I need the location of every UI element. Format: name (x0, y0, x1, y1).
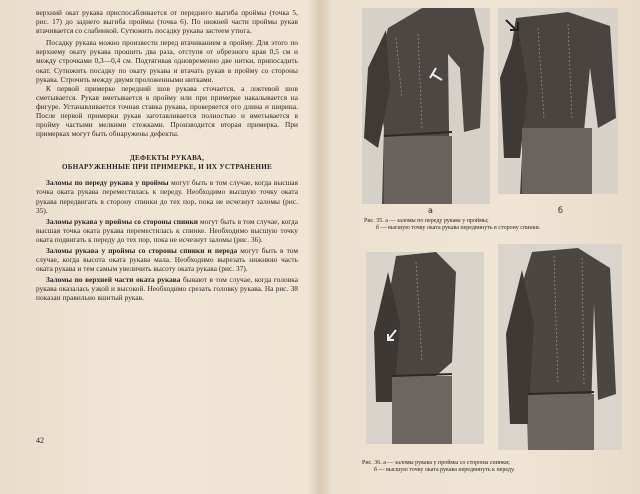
defect-item (36, 178, 298, 214)
page-number: 42 (36, 436, 44, 445)
defect-item (36, 275, 298, 302)
figure-36-caption (362, 460, 624, 475)
section-heading (36, 154, 298, 172)
figure-36a-photo (366, 252, 484, 444)
figure-35-label-b: б (558, 206, 563, 215)
left-text-column (36, 8, 298, 305)
paragraph-1: верхний окат рукава приспосабливается от переднего выгиба проймы (точка 5, рис. 17) до заднего выгиба проймы (точка 6). По нижней части проймы рукав втачивается со слабинкой. Сутюжить посадку рукава застеем утюга. (36, 8, 298, 36)
figure-35-caption-line1: Рис. 35. а — заломы по переду рукава у проймы; (364, 218, 489, 224)
paragraph-2: Посадку рукава можно произвести перед втачиванием в пройму. Для этого по верхнему окату рукава прошить два раза, отступя от обрезного края 0,5 см и между строчками 0,3—0,4 см. Подтягивая одновременно две нитки, припосадить окат. Сутюжить посадку по окату рукава и втачать рукав в пройму со стороны рукава. Строчить между двумя проложенными нитками. (36, 38, 298, 84)
section-heading-line1: ДЕФЕКТЫ РУКАВА, (129, 154, 205, 163)
figure-35-caption (364, 218, 620, 233)
defect-item (36, 217, 298, 244)
defect-title: Заломы рукава у проймы со стороны спинки и переда (46, 245, 238, 255)
defect-title: Заломы рукава у проймы со стороны спинки (46, 216, 198, 226)
defect-title: Заломы по переду рукава у проймы (46, 178, 169, 188)
defect-body: могут быть в том случае, когда высота оката рукава мала. Необходимо вырезать нижнюю часть оката рукава и тем самым увеличить высоту оката рукава (рис. 37). (36, 245, 298, 274)
figure-36-caption-line2: б — высшую точку оката рукава передвинуть к переду. (374, 467, 515, 474)
section-heading-line2: ОБНАРУЖЕННЫЕ ПРИ ПРИМЕРКЕ, И ИХ УСТРАНЕНИЕ (61, 163, 273, 172)
paragraph-3: К первой примерке передний шов рукава сточается, а локтевой шов сметывается. Рукав вметывается в пройму или при примерке накалывается на фигуре. Устанавливается точная ставка рукава, проверяется его длина и ширина. После первой примерки рукав заготавливается полностью и вметывается в пройму частыми мелкими стежками. Производится вторая примерка. При примерках могут быть обнаружены дефекты. (36, 83, 298, 139)
figure-35-caption-line2: б — высшую точку оката рукава передвинуть в сторону спинки. (376, 225, 541, 232)
defect-item (36, 246, 298, 273)
defect-body: могут быть в том случае, когда высшая точка оката рукава переместилась к спинке. Необходимо высшую точку оката подвигать к переду до тех пор, пока не исчезнут заломы (рис. 36). (36, 216, 298, 244)
defect-body: могут быть в том случае, когда высшая точка оката рукава переместилась к переду. Необходимо высшую точку оката рукава передвигать в сторону спинки до тех пор, пока не исчезнут заломы (рис. 35). (36, 178, 299, 215)
figure-35b-photo (498, 8, 618, 194)
right-page (320, 0, 640, 494)
figure-36b-photo (498, 244, 622, 450)
figure-36-caption-line1: Рис. 36. а — заломы рукава у проймы со стороны спинки; (362, 460, 510, 466)
figure-35-label-a: а (428, 206, 433, 215)
defect-title: Заломы по верхней части оката рукава (46, 275, 181, 285)
figure-35a-photo (362, 8, 490, 204)
defect-body: бывают в том случае, когда головка рукава оказалась узкой и высокой. Необходимо срезать головку рукава. На рис. 38 показан правильно вшитый рукав. (36, 275, 298, 303)
